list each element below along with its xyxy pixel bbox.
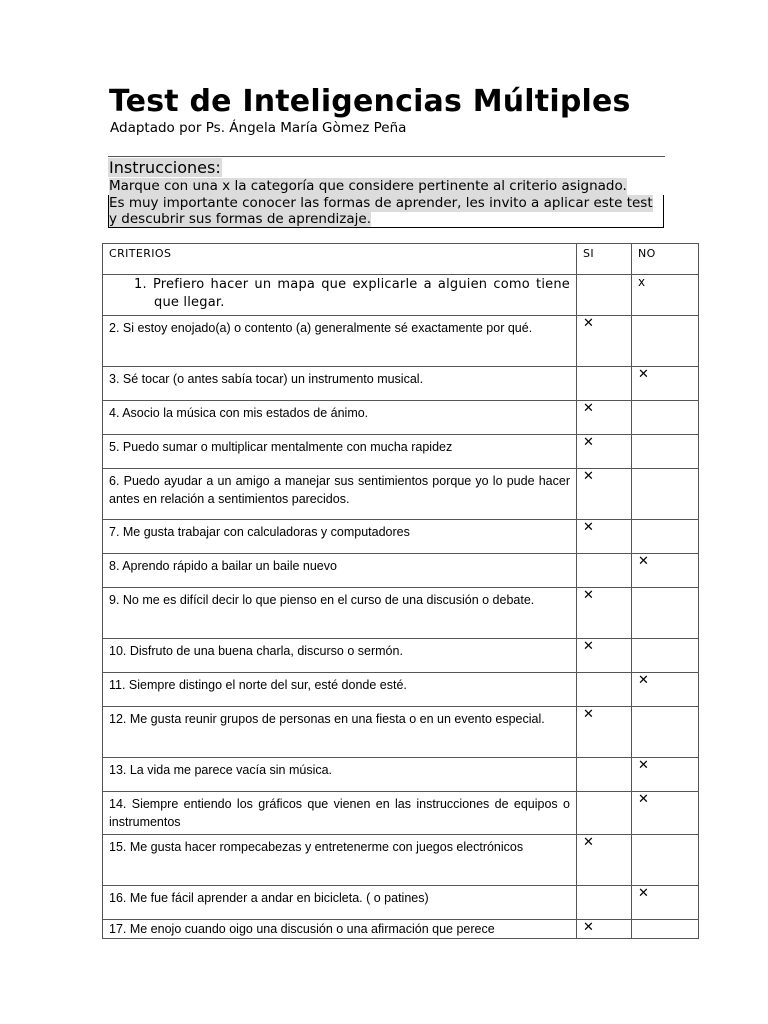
si-cell[interactable]: ✕ — [577, 920, 632, 939]
si-cell[interactable]: ✕ — [577, 435, 632, 469]
criterion-cell: 14. Siempre entiendo los gráficos que vienen en las instrucciones de equipos o instrumentos — [103, 792, 577, 835]
criterion-cell: 3. Sé tocar (o antes sabía tocar) un instrumento musical. — [103, 367, 577, 401]
no-cell[interactable] — [632, 920, 699, 939]
header-no: NO — [632, 244, 699, 275]
si-cell[interactable]: ✕ — [577, 707, 632, 758]
si-cell[interactable] — [577, 554, 632, 588]
si-cell[interactable] — [577, 275, 632, 316]
no-cell[interactable] — [632, 435, 699, 469]
si-cell[interactable]: ✕ — [577, 316, 632, 367]
table-row — [103, 639, 699, 673]
table-row — [103, 520, 699, 554]
si-cell[interactable] — [577, 792, 632, 835]
si-cell[interactable]: ✕ — [577, 520, 632, 554]
si-cell[interactable] — [577, 758, 632, 792]
criterion-cell: 12. Me gusta reunir grupos de personas en una fiesta o en un evento especial. — [103, 707, 577, 758]
instructions-line: Es muy importante conocer las formas de aprender, les invito a aplicar este test — [109, 195, 653, 211]
header-criteria: CRITERIOS — [103, 244, 577, 275]
si-cell[interactable]: ✕ — [577, 469, 632, 520]
criterion-cell: 5. Puedo sumar o multiplicar mentalmente con mucha rapidez — [103, 435, 577, 469]
table-row — [103, 707, 699, 758]
header-si: SI — [577, 244, 632, 275]
criterion-cell: 4. Asocio la música con mis estados de ánimo. — [103, 401, 577, 435]
no-cell[interactable]: ✕ — [632, 367, 699, 401]
criterion-cell: 11. Siempre distingo el norte del sur, esté donde esté. — [103, 673, 577, 707]
criteria-table — [102, 243, 699, 939]
table-row — [103, 588, 699, 639]
table-row — [103, 367, 699, 401]
no-cell[interactable] — [632, 401, 699, 435]
table-row — [103, 275, 699, 316]
si-cell[interactable] — [577, 886, 632, 920]
instructions-line: Marque con una x la categoría que considere pertinente al criterio asignado. — [109, 178, 627, 194]
document-subtitle: Adaptado por Ps. Ángela María Gòmez Peña — [110, 120, 407, 136]
si-cell[interactable]: ✕ — [577, 401, 632, 435]
si-cell[interactable]: ✕ — [577, 588, 632, 639]
table-row — [103, 554, 699, 588]
no-cell[interactable] — [632, 316, 699, 367]
criterion-cell: 8. Aprendo rápido a bailar un baile nuevo — [103, 554, 577, 588]
criterion-cell: 15. Me gusta hacer rompecabezas y entretenerme con juegos electrónicos — [103, 835, 577, 886]
si-cell[interactable]: ✕ — [577, 835, 632, 886]
no-cell[interactable]: ✕ — [632, 673, 699, 707]
no-cell[interactable]: ✕ — [632, 758, 699, 792]
si-cell[interactable] — [577, 367, 632, 401]
no-cell[interactable] — [632, 835, 699, 886]
no-cell[interactable]: ✕ — [632, 792, 699, 835]
table-row — [103, 469, 699, 520]
criterion-cell: 10. Disfruto de una buena charla, discurso o sermón. — [103, 639, 577, 673]
criterion-cell: 6. Puedo ayudar a un amigo a manejar sus sentimientos porque yo lo pude hacer antes en relación a sentimientos parecidos. — [103, 469, 577, 520]
criterion-cell — [103, 275, 577, 316]
si-cell[interactable]: ✕ — [577, 639, 632, 673]
table-row — [103, 886, 699, 920]
table-row — [103, 435, 699, 469]
no-cell[interactable]: x — [632, 275, 699, 316]
instructions-line: y descubrir sus formas de aprendizaje. — [109, 211, 372, 227]
instructions-section — [108, 157, 664, 228]
table-header-row — [103, 244, 699, 275]
table-row — [103, 792, 699, 835]
criterion-cell: 17. Me enojo cuando oigo una discusión o una afirmación que perece — [103, 920, 577, 939]
table-row — [103, 835, 699, 886]
document-title: Test de Inteligencias Múltiples — [109, 84, 631, 119]
no-cell[interactable] — [632, 469, 699, 520]
si-cell[interactable] — [577, 673, 632, 707]
criterion-text: 1. Prefiero hacer un mapa que explicarle a alguien como tiene que llegar. — [134, 277, 570, 310]
criterion-cell: 9. No me es difícil decir lo que pienso en el curso de una discusión o debate. — [103, 588, 577, 639]
instructions-heading: Instrucciones: — [109, 158, 221, 177]
criterion-cell: 13. La vida me parece vacía sin música. — [103, 758, 577, 792]
criterion-cell: 16. Me fue fácil aprender a andar en bicicleta. ( o patines) — [103, 886, 577, 920]
no-cell[interactable] — [632, 588, 699, 639]
no-cell[interactable]: ✕ — [632, 554, 699, 588]
instructions-frame — [108, 195, 664, 228]
no-cell[interactable]: ✕ — [632, 886, 699, 920]
table-row — [103, 316, 699, 367]
no-cell[interactable] — [632, 639, 699, 673]
table-row — [103, 401, 699, 435]
table-row — [103, 920, 699, 939]
no-cell[interactable] — [632, 520, 699, 554]
criterion-cell: 2. Si estoy enojado(a) o contento (a) generalmente sé exactamente por qué. — [103, 316, 577, 367]
table-row — [103, 758, 699, 792]
table-row — [103, 673, 699, 707]
criterion-cell: 7. Me gusta trabajar con calculadoras y computadores — [103, 520, 577, 554]
no-cell[interactable] — [632, 707, 699, 758]
